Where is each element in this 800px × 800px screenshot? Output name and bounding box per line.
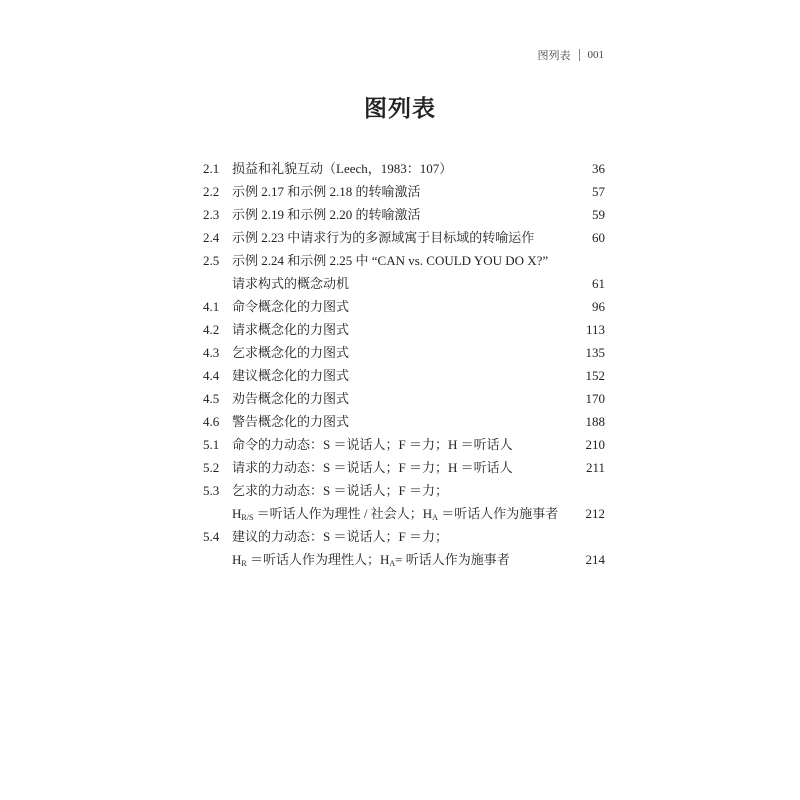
caption-text: 请求的力动态：S ＝说话人；F ＝力；H ＝听话人 — [232, 460, 513, 475]
figure-caption — [232, 502, 558, 525]
figure-list-row — [203, 272, 605, 295]
caption-text: 示例 2.24 和示例 2.25 中 “CAN vs. COULD YOU DO X?” — [232, 253, 549, 268]
caption-text: 命令的力动态：S ＝说话人；F ＝力；H ＝听话人 — [232, 437, 513, 452]
figure-list-row — [203, 525, 605, 548]
caption-text: ＝听话人作为施事者 — [437, 506, 559, 521]
caption-subscript: A — [389, 559, 396, 568]
caption-text: 警告概念化的力图式 — [232, 414, 350, 429]
figure-caption — [232, 525, 448, 548]
figure-caption — [232, 410, 349, 433]
figure-list-row — [203, 341, 605, 364]
caption-text: 乞求概念化的力图式 — [232, 345, 350, 360]
caption-text: 乞求的力动态：S ＝说话人；F ＝力； — [232, 483, 448, 498]
figure-caption — [232, 203, 421, 226]
figure-caption — [232, 157, 452, 180]
figure-list-row — [203, 548, 605, 571]
caption-subscript: A — [432, 513, 438, 522]
figure-number: 4.5 — [203, 391, 220, 406]
figure-caption — [232, 433, 513, 456]
caption-text: 请求构式的概念动机 — [232, 276, 350, 291]
figure-page-number: 152 — [585, 368, 605, 383]
figure-number: 2.1 — [203, 161, 220, 176]
caption-text: 劝告概念化的力图式 — [232, 391, 350, 406]
running-head — [538, 47, 605, 63]
figure-number: 4.4 — [203, 368, 220, 383]
caption-subscript: R — [241, 559, 247, 568]
figure-number: 2.3 — [203, 207, 220, 222]
caption-text: 损益和礼貌互动（Leech，1983：107） — [232, 161, 453, 176]
figure-caption — [232, 548, 510, 571]
caption-text: 请求概念化的力图式 — [232, 322, 350, 337]
caption-text: ＝听话人作为理性人；H — [246, 552, 390, 567]
figure-number: 2.5 — [203, 253, 220, 268]
figure-list-row — [203, 364, 605, 387]
figure-caption — [232, 341, 349, 364]
figure-page-number: 214 — [585, 552, 605, 567]
figure-list-row — [203, 502, 605, 525]
figure-page-number: 188 — [585, 414, 605, 429]
figure-caption — [232, 180, 421, 203]
figure-page-number: 57 — [592, 184, 605, 199]
figure-page-number: 113 — [585, 322, 605, 337]
figure-number: 4.1 — [203, 299, 220, 314]
figure-page-number: 61 — [592, 276, 605, 291]
figure-caption — [232, 318, 349, 341]
caption-text: 建议概念化的力图式 — [232, 368, 350, 383]
figure-list — [203, 157, 605, 571]
figure-list-row — [203, 479, 605, 502]
running-head-section: 图列表 — [537, 50, 571, 62]
figure-number: 5.2 — [203, 460, 220, 475]
figure-caption — [232, 249, 548, 272]
figure-list-row — [203, 295, 605, 318]
caption-text: H — [232, 552, 242, 567]
caption-text: H — [232, 506, 242, 521]
figure-caption — [232, 272, 349, 295]
figure-number: 4.2 — [203, 322, 220, 337]
figure-list-row — [203, 157, 605, 180]
running-head-page-number: 001 — [587, 49, 604, 61]
figure-caption — [232, 295, 349, 318]
figure-number: 2.2 — [203, 184, 220, 199]
caption-text: 建议的力动态：S ＝说话人；F ＝力； — [232, 529, 448, 544]
figure-list-row — [203, 456, 605, 479]
figure-list-row — [203, 203, 605, 226]
figure-list-row — [203, 410, 605, 433]
figure-page-number: 59 — [592, 207, 605, 222]
figure-page-number: 170 — [585, 391, 605, 406]
figure-list-row — [203, 180, 605, 203]
figure-number: 5.1 — [203, 437, 220, 452]
figure-number: 5.3 — [203, 483, 220, 498]
figure-page-number: 96 — [592, 299, 605, 314]
figure-caption — [232, 387, 349, 410]
figure-page-number: 135 — [585, 345, 605, 360]
figure-caption — [232, 364, 349, 387]
running-head-divider — [579, 49, 580, 61]
figure-caption — [232, 456, 513, 479]
caption-text: 示例 2.17 和示例 2.18 的转喻激活 — [232, 184, 421, 199]
figure-list-row — [203, 249, 605, 272]
figure-page-number: 211 — [585, 460, 605, 475]
figure-list-row — [203, 433, 605, 456]
figure-page-number: 210 — [585, 437, 605, 452]
caption-text: = 听话人作为施事者 — [395, 552, 510, 567]
figure-number: 4.3 — [203, 345, 220, 360]
figure-page-number: 212 — [585, 506, 605, 521]
caption-subscript: R/S — [241, 513, 254, 522]
caption-text: 示例 2.19 和示例 2.20 的转喻激活 — [232, 207, 421, 222]
figure-page-number: 36 — [592, 161, 605, 176]
figure-caption — [232, 226, 534, 249]
caption-text: 命令概念化的力图式 — [232, 299, 350, 314]
page-title: 图列表 — [364, 96, 436, 122]
figure-list-row — [203, 226, 605, 249]
figure-number: 5.4 — [203, 529, 220, 544]
figure-list-row — [203, 387, 605, 410]
figure-number: 2.4 — [203, 230, 220, 245]
caption-text: ＝听话人作为理性 / 社会人；H — [253, 506, 433, 521]
caption-text: 示例 2.23 中请求行为的多源域寓于目标域的转喻运作 — [232, 230, 535, 245]
figure-number: 4.6 — [203, 414, 220, 429]
figure-page-number: 60 — [592, 230, 605, 245]
figure-caption — [232, 479, 448, 502]
figure-list-row — [203, 318, 605, 341]
